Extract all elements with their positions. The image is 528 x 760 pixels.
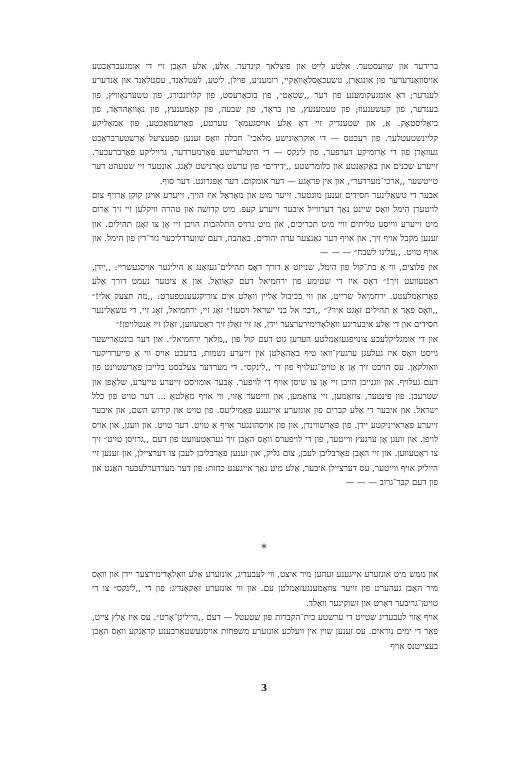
paragraph: און ממש מיט אונזערע אייגענע זעהען מיר איצט, ווי לעבעדיג, אונזערע אַלע וואָלאָדימירצער יידן און וואָס מיר האָבן געהערט פון זייער צוזאַמענגעזאַמלטן עם. און ווי אונזערע זאַקאָנדיג: פון די ,,לינקס״ צו די טויטן־גריבער דאָרט און זשוקינער וואַלד. — [92, 570, 438, 609]
paragraph: און די אומגליקלעכע צונויפגעזאַמלטע הערען גוט דעם קול פון ,,מלאך ירחמיאל״. און דער בונטאַרישער גייסט וואָס איז געלעגן ערגעץ־וואו טיף באַהאַלטן אין זייערע נשמות, ברעכט אויס ווי אַ פייערדיקער וואולקאַן. עס הויבט זיך אָן אַ טויט־געלויף פון די ,,לינקס״. די מערדער צעלבסט בלייבן פאַרשטוינט פון דעם געלויף. און ווגנייבן הויבן זיי אָן צו שיסן אויף די לויפער. אָבער אומזיסט זייערע טייערע, שלאָפן און שטרעבן. פון פינטער, צוזאַמען, זיי צוזאַמען, און ווייטער אַזוי, ווי אויף מאָלטאָ ... דער טויט פון כלל ישראל. און איבער די אַלע קברים פון אונזערע אייגענע פאַמיליעס. פון טויט און קידוש השם, און איבער זייערע פאַראייניקטע יידן. פון פאַרשווינדן, און פון אויסהונגער אויף אַ טויט. דער טויט. און וועגן, און אויס לויפן. און וועגן אָן ערגעץ ווייטער, פון די לויפערס וואָס האָבן זיך געראַטעוועט פון דעם ,,גרויסן טויט״ זיך צו ראַטעווען. און זיי האָבן פאַרבליבן לעבן, צום גליק, און זענען פאַרבליבן לעבן צו דערציילן, און זענען זיי הייליק אויף ווייטער, עס דערציילן איבער, אַלע מיט נאָך אייגענע כחות: פון דער מערדערלעכער האַנט און פון דעם קבר־גרוב — — — — [92, 334, 438, 488]
paragraph: אויף אַזוי לעבעדיג שטייט די ערשטע בית־הקברות פון שטעטל — דעם ,,הייליגן־אָרט״. עס איז אַלץ צייט, פאַר די ימים נוראים. עס זענען שוין אין וועלכע אונזערע משפּחות אויסגעשטאַרבענע קראַנקע וואָס האָבן בעצייטנס אויף — [92, 613, 438, 652]
main-text-block — [92, 60, 438, 490]
second-text-block — [92, 568, 438, 654]
paragraph: אבער די טשאַלינער חסידים זענען מונטער. זייער מוט און מאָראַל איז הויך, זייערע אויגן קוקן אַרויף צום לויטערן הימל וואָס שיינט נאָך דערווייל איבער זייערע קעפּ. מיט קדושה און טהרה וויקלען זיי זיך אַרום מיט זייערע ווייסע טליתים וויי מיט תכריכים, און מיט גרויס התלהבות הויבן זיי אָן צו זאָגן תהילים. און זענען מקבל אויף זיך, און אויף דער גאַנצער עדה יהודים, באַהבה, דעם שווערדליכער גזר־דין פון הימל. און אויף טויט. ,,עלינו לשבח״ — — — — [92, 191, 438, 259]
paragraph: ברידער און שוועסטער. אלטע לייט און פיצלאך קינדער. אלע, אלע האָבן זיי די אומגעבראַכטע אויסוואַנדערער פון אונגאַרן, טשעכאָסלאָוואַקיי, רומעניע, פּוילן, ליטע, לעטלאַנד, עסטלאַנד און אַנדערע לענדער; דאָ אומגעקומענע פון דער ,,שטאָט״, פון בוכאַרעסט, פון קלויזנבורג, פון טשערנאָוויץ, פון בענדער, פון קעשענעוו; פון טעמענעץ, פון בראַד, פון שבעה, פון קאַמענעץ, פון נאָוואָהראַד, פון ביאַליסטאָק. אַ, און שטענדיק זיי דאָ אַלע אויסגעמאָ־ טערטע, פאַרשמאַכטע, פון אַמאָליקע קליינשטעטלעך. פון רעכטס — די אוקראַיִנישע מלאכי־ חבלה וואָס זענען ספּעציעל אַרשטערבראַכט געוואָרן פון די אַרומיקע דערפער. פון לינקס — די היטלערישע פאַרמערדער, גרויליקע פאַרברעכער. זייערע שכנים און באַקאַנטע און כלומרשטע ,,ידידים״ פון ערשט גאַרנישט לאַנג. אונטער זיי שטעהט דער טייטשער ,,ארכי־מערדער״, און אין פּראָגע — דער אומקום. דער אַפּגרונט. דער סוף. — [92, 62, 438, 187]
page-number: 3 — [260, 684, 268, 694]
paragraph: און פּלוצים, ווי אַ בת־קול פון הימל, שנייזט אַ דורך דאָס תהילים־געזאַנג אַ היליגער אויסגעשריי: ,,יידן, ראַטעוועט זיך!״ דאָס איז די שטימע פון ירחמיאל דעם קאָוואַל. און אַ ציטער נעמט דורך אַלע פאַרזאַמלעטע. ירחמיאל שרייט, און ווי בכיבול אַליין וואָלט אים צוריקגעענטפערט: ,,מה תצעק אלי!״ ,,וואָס פאַר אַ תהילים זאָגט איר?״ ,,דבר אל בני ישראל ויסעו!״ זאָג זיי, ירחמיאל, זאָג זיי, די טשאַלינער חסידים און די אַלע איבעריגע וואָלאָדימירערצער יידן, אַז זיי זאָלן זיך ראַטעווען, זאָלן זיי אַנטלויפן!״ — [92, 262, 438, 331]
section-separator: * — [261, 542, 267, 555]
